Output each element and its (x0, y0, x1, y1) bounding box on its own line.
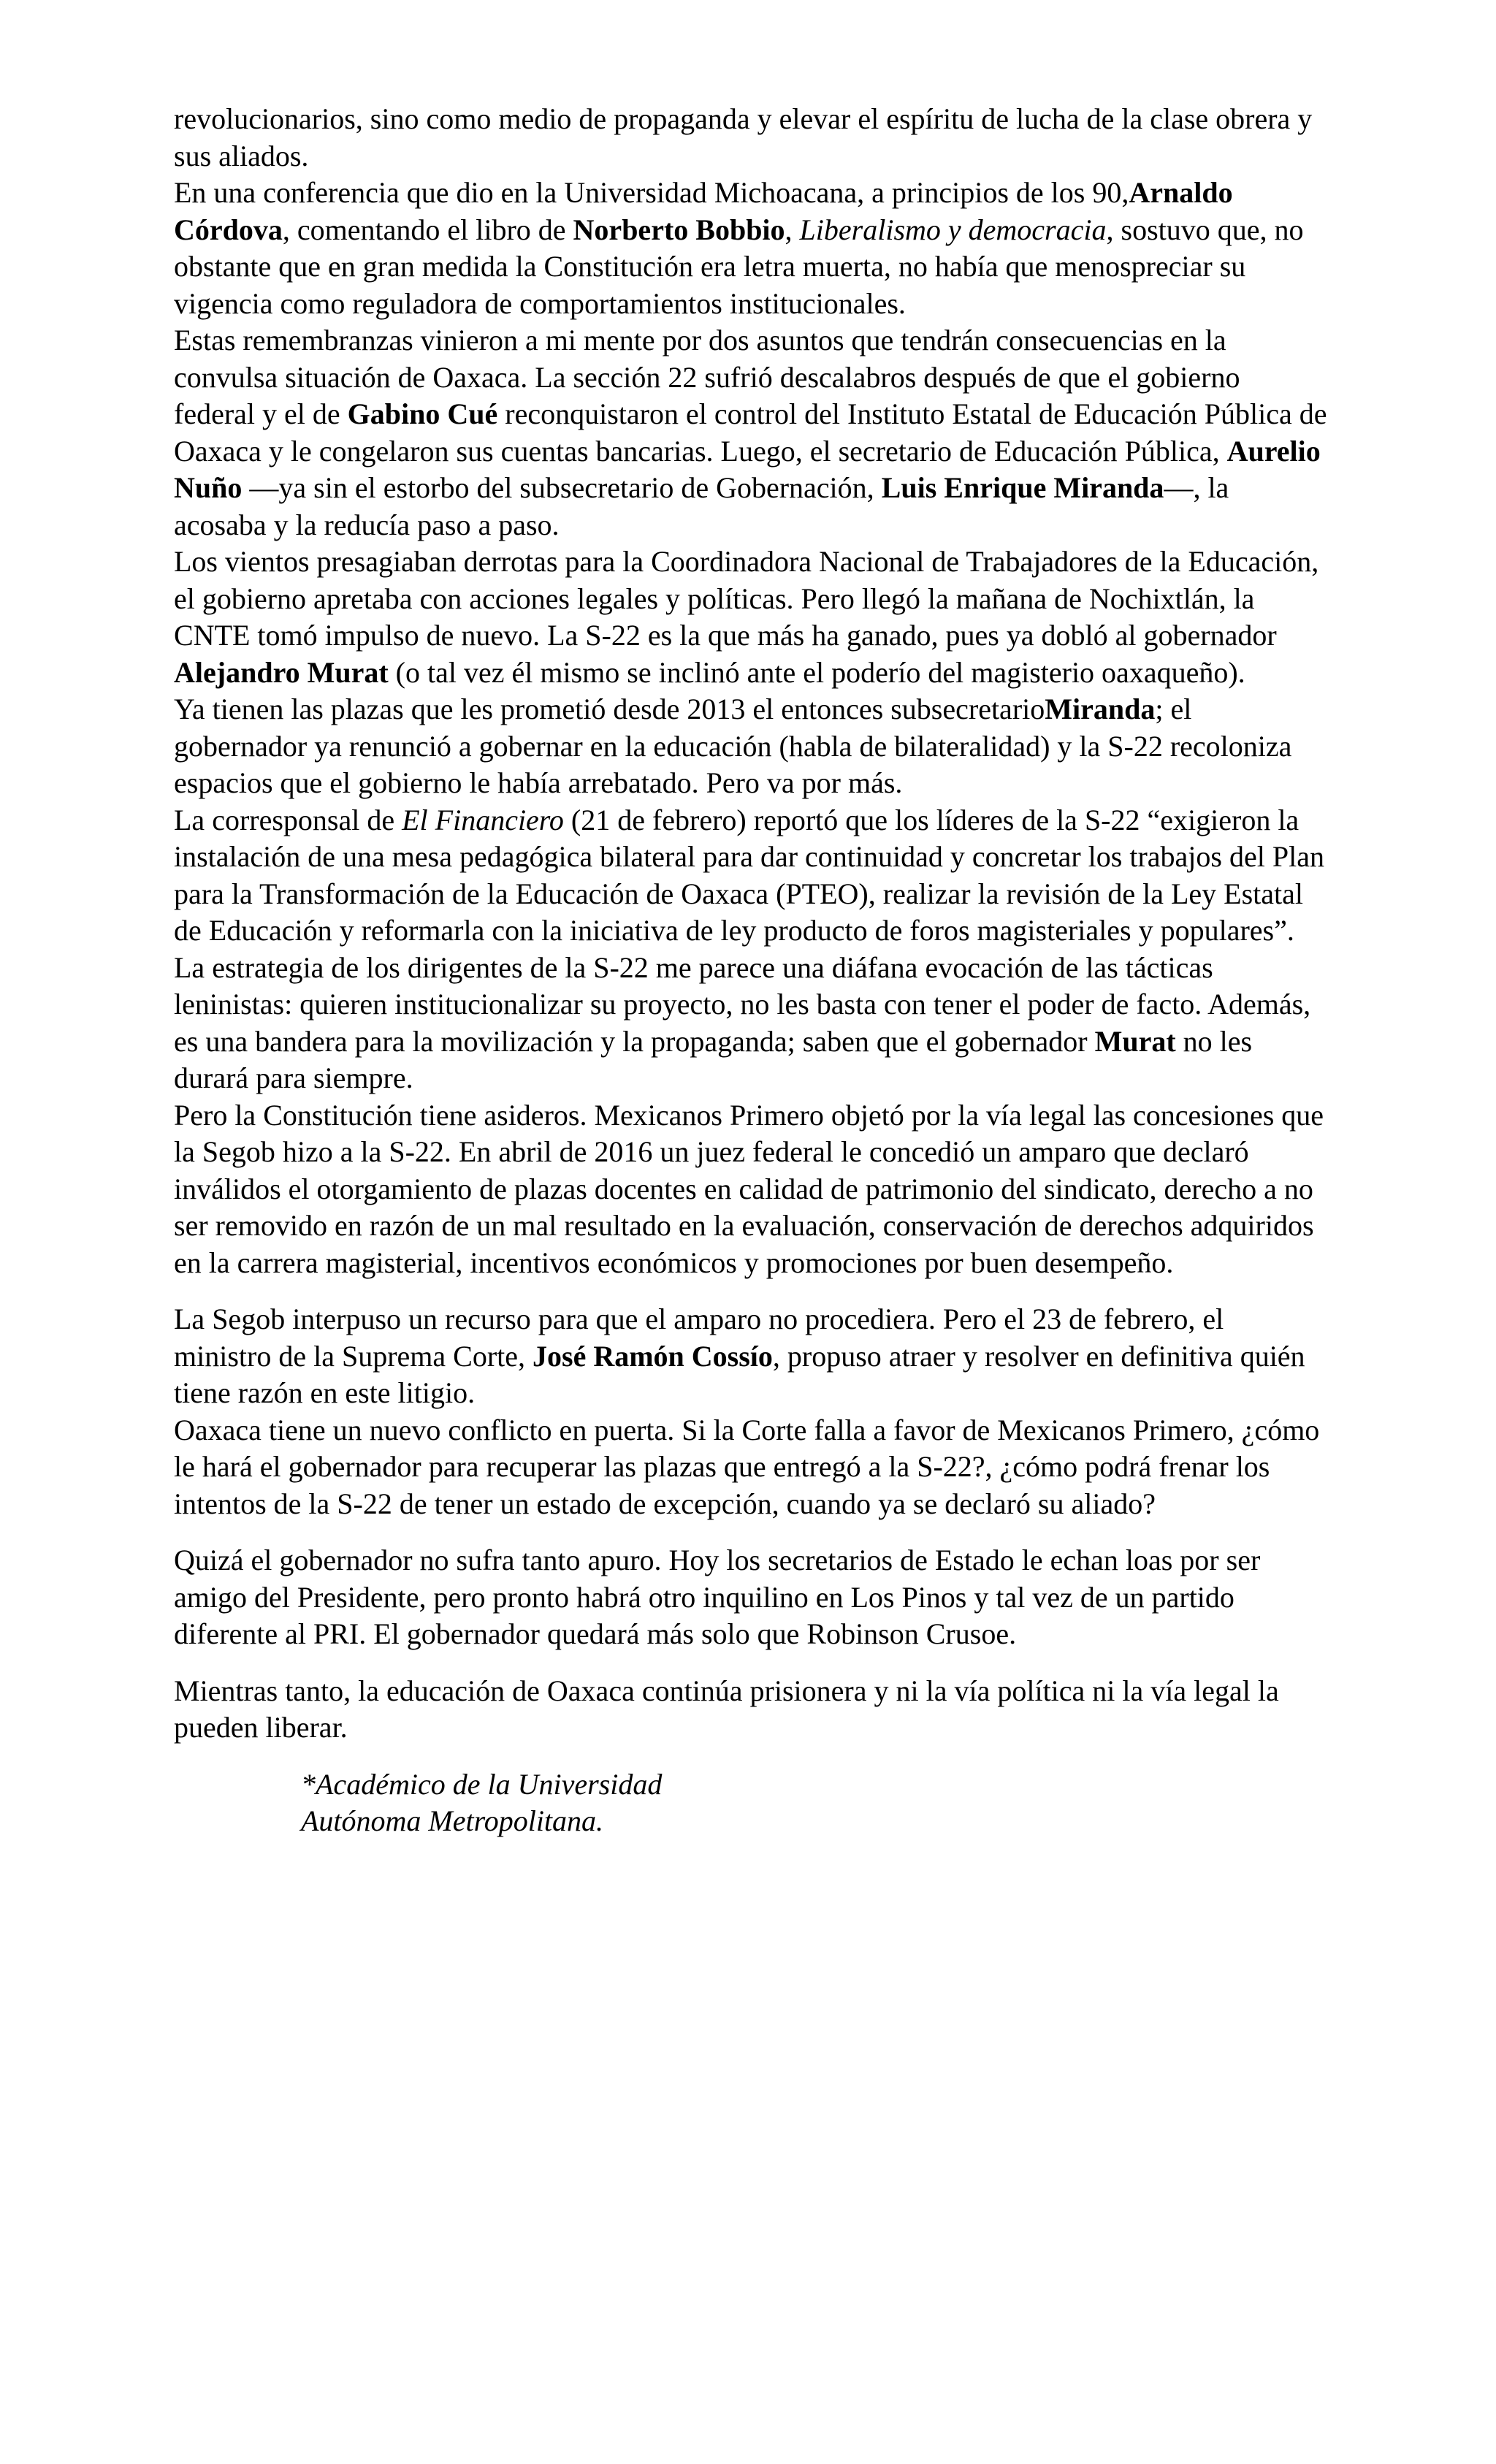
paragraph-8 (174, 1097, 1328, 1282)
text-run: Ya tienen las plazas que les prometió desde 2013 el entonces subsecretario (174, 693, 1045, 725)
text-run: Quizá el gobernador no sufra tanto apuro. Hoy los secretarios de Estado le echan loas por ser amigo del Presidente, pero pronto habrá otro inquilino en Los Pinos y tal vez de un partido diferente al PRI. El gobernador quedará más solo que Robinson Crusoe. (174, 1544, 1261, 1650)
text-run: —, la acosaba y la reducía paso a paso. (174, 471, 1229, 541)
text-run: Mientras tanto, la educación de Oaxaca continúa prisionera y ni la vía política ni la vía legal la pueden liberar. (174, 1674, 1279, 1744)
paragraph-9 (174, 1301, 1328, 1412)
bold-name: Norberto Bobbio (573, 213, 785, 246)
text-run: (o tal vez él mismo se inclinó ante el poderío del magisterio oaxaqueño). (388, 655, 1245, 689)
paragraph-11 (174, 1542, 1328, 1653)
text-run: Oaxaca tiene un nuevo conflicto en puerta. Si la Corte falla a favor de Mexicanos Primero, ¿cómo le hará el gobernador para recuperar las plazas que entregó a la S-22?, ¿cómo podrá frenar los intentos de la S-22 de tener un estado de excepción, cuando ya se declaró su aliado? (174, 1413, 1320, 1520)
text-run: reconquistaron el control del Instituto Estatal de Educación Pública de Oaxaca y le congelaron sus cuentas bancarias. Luego, el secretario de Educación Pública, (174, 397, 1327, 468)
bold-name: Aurelio Nuño (174, 434, 1321, 504)
text-run: , (785, 213, 800, 246)
italic-title: Liberalismo y democracia (799, 213, 1107, 246)
text-run: La estrategia de los dirigentes de la S-22 me parece una diáfana evocación de las tácticas leninistas: quieren institucionalizar su proyecto, no les basta con tener el poder de facto. Además, es una bandera para la movilización y la propaganda; saben que el gobernador (174, 950, 1311, 1058)
affiliation-line-1: *Académico de la Universidad (301, 1767, 663, 1801)
bold-name: Murat (1094, 1024, 1176, 1058)
paragraph-1 (174, 101, 1328, 175)
paragraph-7 (174, 950, 1328, 1097)
paragraph-10 (174, 1412, 1328, 1523)
text-run: (21 de febrero) reportó que los líderes de la S-22 “exigieron la instalación de una mesa pedagógica bilateral para dar continuidad y concretar los trabajos del Plan para la Transformación de la Educación de Oaxaca (PTEO), realizar la revisión de la Ley Estatal de Educación y reformarla con la iniciativa de ley producto de foros magisteriales y populares”. (174, 803, 1324, 947)
bold-name: José Ramón Cossío (533, 1339, 773, 1373)
text-run: revolucionarios, sino como medio de propaganda y elevar el espíritu de lucha de la clase obrera y sus aliados. (174, 102, 1313, 172)
text-run: , sostuvo que, no obstante que en gran medida la Constitución era letra muerta, no había que menospreciar su vigencia como reguladora de comportamientos institucionales. (174, 213, 1304, 320)
bold-name: Alejandro Murat (174, 655, 389, 689)
paragraph-12 (174, 1673, 1328, 1747)
italic-title: El Financiero (402, 803, 564, 836)
bold-name: Gabino Cué (347, 397, 498, 430)
text-run: La corresponsal de (174, 803, 402, 836)
paragraph-5 (174, 691, 1328, 802)
text-run: En una conferencia que dio en la Universidad Michoacana, a principios de los 90, (174, 176, 1129, 209)
affiliation-line-2: Autónoma Metropolitana. (301, 1804, 604, 1837)
bold-name: Miranda (1045, 693, 1156, 725)
text-run: , propuso atraer y resolver en definitiva quién tiene razón en este litigio. (174, 1339, 1305, 1409)
paragraph-3 (174, 322, 1328, 543)
paragraph-6 (174, 802, 1328, 950)
text-run: Los vientos presagiaban derrotas para la Coordinadora Nacional de Trabajadores de la Educación, el gobierno apretaba con acciones legales y políticas. Pero llegó la mañana de Nochixtlán, la CNTE tomó impulso de nuevo. La S-22 es la que más ha ganado, pues ya dobló al gobernador (174, 545, 1319, 652)
text-run: , comentando el libro de (282, 213, 573, 246)
bold-name: Luis Enrique Miranda (881, 471, 1164, 504)
paragraph-2 (174, 175, 1328, 322)
article-body (174, 101, 1328, 1840)
author-affiliation (174, 1766, 1328, 1840)
text-run: Estas remembranzas vinieron a mi mente por dos asuntos que tendrán consecuencias en la convulsa situación de Oaxaca. La sección 22 sufrió descalabros después de que el gobierno federal y el de (174, 324, 1240, 430)
text-run: La Segob interpuso un recurso para que el amparo no procediera. Pero el 23 de febrero, el ministro de la Suprema Corte, (174, 1302, 1224, 1373)
text-run: no les durará para siempre. (174, 1024, 1253, 1094)
paragraph-4 (174, 543, 1328, 691)
text-run: —ya sin el estorbo del subsecretario de Gobernación, (242, 471, 882, 504)
text-run: ; el gobernador ya renunció a gobernar en la educación (habla de bilateralidad) y la S-22 recoloniza espacios que el gobierno le había arrebatado. Pero va por más. (174, 693, 1292, 799)
text-run: Pero la Constitución tiene asideros. Mexicanos Primero objetó por la vía legal las concesiones que la Segob hizo a la S-22. En abril de 2016 un juez federal le concedió un amparo que declaró inválidos el otorgamiento de plazas docentes en calidad de patrimonio del sindicato, derecho a no ser removido en razón de un mal resultado en la evaluación, conservación de derechos adquiridos en la carrera magisterial, incentivos económicos y promociones por buen desempeño. (174, 1098, 1324, 1279)
bold-name: Arnaldo Córdova (174, 176, 1233, 246)
